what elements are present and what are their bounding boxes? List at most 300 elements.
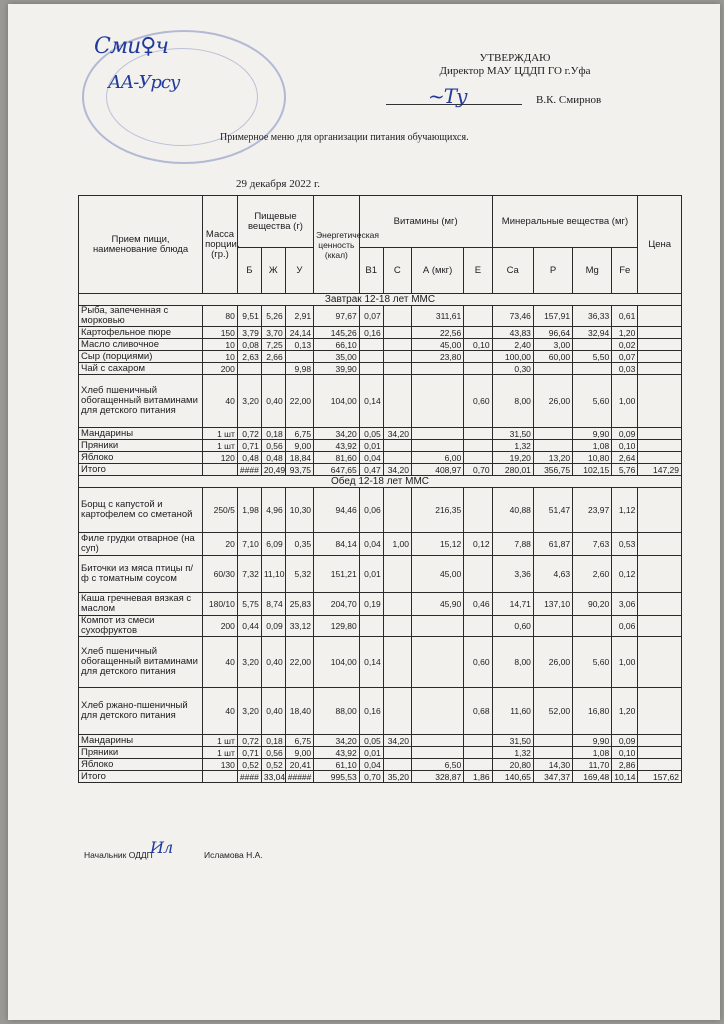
table-row: [79, 593, 682, 616]
cell-p: 51,47: [533, 488, 572, 533]
cell-mass: 180/10: [203, 593, 238, 616]
table-row: [79, 637, 682, 688]
cell-mass: 150: [203, 327, 238, 339]
cell-mg: 5,60: [573, 375, 612, 428]
cell-u: 9,00: [285, 747, 313, 759]
cell-energy: 145,26: [314, 327, 360, 339]
cell-mg: 5,60: [573, 637, 612, 688]
approval-word: УТВЕРЖДАЮ: [479, 52, 551, 64]
cell-zh: 0,52: [261, 759, 285, 771]
cell-price: [638, 533, 682, 556]
cell-u: 24,14: [285, 327, 313, 339]
cell-ca: 40,88: [492, 488, 533, 533]
header-dish: Прием пищи, наименование блюда: [79, 196, 203, 294]
table-row: [79, 747, 682, 759]
cell-c: 1,00: [383, 533, 411, 556]
cell-name: Чай с сахаром: [79, 363, 203, 375]
section-header-row: [79, 294, 682, 306]
cell-b1: 0,16: [359, 327, 383, 339]
cell-ca: 20,80: [492, 759, 533, 771]
table-row: [79, 363, 682, 375]
cell-mg: 7,63: [573, 533, 612, 556]
cell-c: [383, 327, 411, 339]
cell-name: Мандарины: [79, 735, 203, 747]
cell-a: 45,90: [411, 593, 463, 616]
cell-energy: 66,10: [314, 339, 360, 351]
cell-energy: 104,00: [314, 637, 360, 688]
header-c: С: [383, 248, 411, 294]
director-signature: ~Ту: [428, 84, 467, 108]
cell-price: [638, 488, 682, 533]
cell-a: 328,87: [411, 771, 463, 783]
cell-fe: 0,12: [612, 556, 638, 593]
cell-p: [533, 616, 572, 637]
cell-mg: 23,97: [573, 488, 612, 533]
cell-price: [638, 428, 682, 440]
cell-u: #####: [285, 771, 313, 783]
cell-c: [383, 688, 411, 735]
table-row: [79, 616, 682, 637]
cell-price: [638, 452, 682, 464]
cell-b1: 0,04: [359, 759, 383, 771]
cell-name: Пряники: [79, 747, 203, 759]
cell-zh: 4,96: [261, 488, 285, 533]
cell-ca: 31,50: [492, 735, 533, 747]
cell-ca: 1,32: [492, 440, 533, 452]
cell-a: 15,12: [411, 533, 463, 556]
cell-fe: 2,86: [612, 759, 638, 771]
cell-name: Итого: [79, 771, 203, 783]
cell-a: 408,97: [411, 464, 463, 476]
cell-a: [411, 440, 463, 452]
cell-fe: 1,20: [612, 688, 638, 735]
cell-energy: 43,92: [314, 440, 360, 452]
approval-name: В.К. Смирнов: [536, 94, 602, 106]
cell-u: 22,00: [285, 637, 313, 688]
cell-price: [638, 339, 682, 351]
cell-b1: 0,14: [359, 375, 383, 428]
cell-price: [638, 351, 682, 363]
cell-ca: 11,60: [492, 688, 533, 735]
cell-price: 157,62: [638, 771, 682, 783]
cell-e: 0,46: [464, 593, 492, 616]
cell-price: [638, 747, 682, 759]
cell-c: [383, 747, 411, 759]
cell-mg: 1,08: [573, 747, 612, 759]
cell-b: 0,44: [237, 616, 261, 637]
cell-b1: 0,70: [359, 771, 383, 783]
cell-energy: 88,00: [314, 688, 360, 735]
cell-mass: 1 шт: [203, 428, 238, 440]
cell-zh: 0,56: [261, 747, 285, 759]
cell-energy: 104,00: [314, 375, 360, 428]
header-zh: Ж: [261, 248, 285, 294]
cell-b: 0,71: [237, 747, 261, 759]
cell-e: 0,10: [464, 339, 492, 351]
section-title: Завтрак 12-18 лет ММС: [79, 294, 682, 306]
cell-energy: 129,80: [314, 616, 360, 637]
cell-zh: 6,09: [261, 533, 285, 556]
header-mass: Масса порции, (гр.): [203, 196, 238, 294]
cell-energy: 97,67: [314, 306, 360, 327]
cell-p: 347,37: [533, 771, 572, 783]
cell-price: [638, 306, 682, 327]
cell-c: 34,20: [383, 428, 411, 440]
cell-e: 0,60: [464, 637, 492, 688]
cell-a: 311,61: [411, 306, 463, 327]
table-row: [79, 339, 682, 351]
cell-a: [411, 363, 463, 375]
cell-zh: 0,09: [261, 616, 285, 637]
cell-u: 9,00: [285, 440, 313, 452]
cell-e: 0,70: [464, 464, 492, 476]
cell-mg: [573, 616, 612, 637]
footer-name: Исламова Н.А.: [204, 850, 263, 860]
cell-mass: 200: [203, 616, 238, 637]
footer-signature: Ил: [150, 838, 173, 857]
cell-mass: 1 шт: [203, 735, 238, 747]
cell-ca: 14,71: [492, 593, 533, 616]
cell-b: 2,63: [237, 351, 261, 363]
cell-c: [383, 351, 411, 363]
cell-b1: [359, 616, 383, 637]
cell-a: 23,80: [411, 351, 463, 363]
cell-name: Пряники: [79, 440, 203, 452]
header-b: Б: [237, 248, 261, 294]
cell-fe: 0,03: [612, 363, 638, 375]
table-row: [79, 533, 682, 556]
cell-p: 137,10: [533, 593, 572, 616]
cell-mg: 36,33: [573, 306, 612, 327]
cell-b1: 0,05: [359, 428, 383, 440]
cell-b1: 0,01: [359, 747, 383, 759]
cell-zh: 0,18: [261, 735, 285, 747]
cell-energy: 39,90: [314, 363, 360, 375]
cell-name: Хлеб пшеничный обогащенный витаминами для детского питания: [79, 375, 203, 428]
document-title: Примерное меню для организации питания обучающихся.: [220, 132, 469, 143]
cell-c: [383, 375, 411, 428]
cell-b1: 0,47: [359, 464, 383, 476]
cell-u: 18,40: [285, 688, 313, 735]
cell-p: 96,64: [533, 327, 572, 339]
cell-p: [533, 747, 572, 759]
header-ca: Са: [492, 248, 533, 294]
cell-c: 35,20: [383, 771, 411, 783]
table-row: [79, 759, 682, 771]
header-p: Р: [533, 248, 572, 294]
cell-p: 14,30: [533, 759, 572, 771]
cell-p: 356,75: [533, 464, 572, 476]
table-row: [79, 440, 682, 452]
cell-name: Яблоко: [79, 452, 203, 464]
cell-fe: 1,00: [612, 375, 638, 428]
cell-ca: 8,00: [492, 375, 533, 428]
cell-price: 147,29: [638, 464, 682, 476]
header-nutrients: Пищевые вещества (г): [237, 196, 313, 248]
cell-ca: 280,01: [492, 464, 533, 476]
cell-b: 7,10: [237, 533, 261, 556]
cell-name: Яблоко: [79, 759, 203, 771]
cell-b1: 0,05: [359, 735, 383, 747]
cell-p: 3,00: [533, 339, 572, 351]
header-minerals: Минеральные вещества (мг): [492, 196, 638, 248]
cell-name: Итого: [79, 464, 203, 476]
cell-c: [383, 339, 411, 351]
cell-u: 10,30: [285, 488, 313, 533]
cell-b1: 0,01: [359, 440, 383, 452]
cell-b: 3,20: [237, 637, 261, 688]
cell-zh: 33,04: [261, 771, 285, 783]
cell-e: [464, 759, 492, 771]
menu-body: [79, 294, 682, 783]
cell-b1: [359, 363, 383, 375]
cell-e: [464, 428, 492, 440]
cell-c: [383, 556, 411, 593]
cell-c: [383, 759, 411, 771]
cell-fe: 10,14: [612, 771, 638, 783]
cell-c: [383, 637, 411, 688]
cell-ca: 73,46: [492, 306, 533, 327]
cell-p: 26,00: [533, 375, 572, 428]
cell-u: 9,98: [285, 363, 313, 375]
cell-price: [638, 616, 682, 637]
cell-mg: 169,48: [573, 771, 612, 783]
cell-ca: 3,36: [492, 556, 533, 593]
cell-e: [464, 306, 492, 327]
cell-mass: [203, 771, 238, 783]
cell-mass: 80: [203, 306, 238, 327]
cell-price: [638, 759, 682, 771]
header-fe: Fe: [612, 248, 638, 294]
cell-c: [383, 488, 411, 533]
cell-c: 34,20: [383, 464, 411, 476]
header-e: Е: [464, 248, 492, 294]
cell-a: [411, 428, 463, 440]
cell-price: [638, 375, 682, 428]
header-vitamins: Витамины (мг): [359, 196, 492, 248]
cell-u: 33,12: [285, 616, 313, 637]
cell-b1: 0,04: [359, 452, 383, 464]
cell-price: [638, 440, 682, 452]
table-row: [79, 327, 682, 339]
cell-a: [411, 616, 463, 637]
table-row: [79, 488, 682, 533]
cell-c: [383, 363, 411, 375]
cell-zh: 8,74: [261, 593, 285, 616]
cell-a: [411, 637, 463, 688]
table-row: [79, 556, 682, 593]
cell-mass: 120: [203, 452, 238, 464]
cell-b1: 0,16: [359, 688, 383, 735]
cell-fe: 1,20: [612, 327, 638, 339]
cell-e: 0,60: [464, 375, 492, 428]
cell-name: Компот из смеси сухофруктов: [79, 616, 203, 637]
cell-b: 3,20: [237, 375, 261, 428]
cell-zh: [261, 363, 285, 375]
cell-mass: [203, 464, 238, 476]
cell-b: 9,51: [237, 306, 261, 327]
cell-b: 0,72: [237, 735, 261, 747]
cell-e: [464, 440, 492, 452]
cell-mass: 10: [203, 351, 238, 363]
cell-price: [638, 327, 682, 339]
cell-b: ####: [237, 464, 261, 476]
cell-zh: 0,40: [261, 688, 285, 735]
cell-b: 0,72: [237, 428, 261, 440]
cell-energy: 94,46: [314, 488, 360, 533]
cell-b: ####: [237, 771, 261, 783]
header-mg: Mg: [573, 248, 612, 294]
cell-ca: 2,40: [492, 339, 533, 351]
cell-p: 13,20: [533, 452, 572, 464]
cell-a: [411, 735, 463, 747]
header-b1: В1: [359, 248, 383, 294]
cell-mass: 40: [203, 637, 238, 688]
cell-e: [464, 488, 492, 533]
cell-zh: 11,10: [261, 556, 285, 593]
cell-a: 216,35: [411, 488, 463, 533]
cell-mg: 90,20: [573, 593, 612, 616]
cell-name: Биточки из мяса птицы п/ф с томатным соусом: [79, 556, 203, 593]
cell-ca: 19,20: [492, 452, 533, 464]
table-row: [79, 351, 682, 363]
cell-b: 0,48: [237, 452, 261, 464]
document-date: 29 декабря 2022 г.: [236, 178, 320, 190]
cell-u: 22,00: [285, 375, 313, 428]
cell-ca: 43,83: [492, 327, 533, 339]
signature-line: [386, 104, 522, 105]
cell-e: [464, 735, 492, 747]
cell-fe: 0,09: [612, 735, 638, 747]
cell-p: [533, 735, 572, 747]
cell-energy: 34,20: [314, 428, 360, 440]
header-energy: Энергетическая ценность (ккал): [314, 196, 360, 294]
cell-u: 0,35: [285, 533, 313, 556]
cell-mg: [573, 363, 612, 375]
cell-mg: 102,15: [573, 464, 612, 476]
cell-p: 52,00: [533, 688, 572, 735]
cell-energy: 34,20: [314, 735, 360, 747]
table-row: [79, 735, 682, 747]
cell-u: 6,75: [285, 428, 313, 440]
cell-e: [464, 616, 492, 637]
cell-fe: 3,06: [612, 593, 638, 616]
table-row: [79, 688, 682, 735]
cell-u: 25,83: [285, 593, 313, 616]
cell-ca: 7,88: [492, 533, 533, 556]
cell-b: [237, 363, 261, 375]
cell-u: [285, 351, 313, 363]
cell-mass: 200: [203, 363, 238, 375]
table-row: [79, 428, 682, 440]
cell-a: 45,00: [411, 556, 463, 593]
handwritten-signature: АА-Урсу: [108, 72, 180, 93]
cell-b: 7,32: [237, 556, 261, 593]
cell-mass: 40: [203, 688, 238, 735]
cell-mg: 11,70: [573, 759, 612, 771]
cell-name: Хлеб ржано-пшеничный для детского питания: [79, 688, 203, 735]
cell-zh: 5,26: [261, 306, 285, 327]
cell-zh: 0,48: [261, 452, 285, 464]
cell-c: [383, 306, 411, 327]
cell-u: 93,75: [285, 464, 313, 476]
cell-a: 6,50: [411, 759, 463, 771]
cell-mass: 1 шт: [203, 440, 238, 452]
cell-b: 5,75: [237, 593, 261, 616]
cell-fe: 1,12: [612, 488, 638, 533]
cell-zh: 20,49: [261, 464, 285, 476]
cell-name: Каша гречневая вязкая с маслом: [79, 593, 203, 616]
section-title: Обед 12-18 лет ММС: [79, 476, 682, 488]
cell-e: 0,12: [464, 533, 492, 556]
approval-position: Директор МАУ ЦДДП ГО г.Уфа: [439, 65, 591, 77]
cell-e: [464, 363, 492, 375]
cell-b: 3,20: [237, 688, 261, 735]
cell-name: Филе грудки отварное (на суп): [79, 533, 203, 556]
cell-fe: 0,10: [612, 440, 638, 452]
cell-price: [638, 735, 682, 747]
cell-name: Мандарины: [79, 428, 203, 440]
cell-name: Сыр (порциями): [79, 351, 203, 363]
cell-a: 22,56: [411, 327, 463, 339]
cell-b1: [359, 351, 383, 363]
table-row: [79, 375, 682, 428]
cell-p: 61,87: [533, 533, 572, 556]
cell-a: 6,00: [411, 452, 463, 464]
section-header-row: [79, 476, 682, 488]
cell-p: [533, 363, 572, 375]
cell-u: 18,84: [285, 452, 313, 464]
cell-price: [638, 363, 682, 375]
cell-mass: 1 шт: [203, 747, 238, 759]
cell-b1: 0,01: [359, 556, 383, 593]
cell-fe: 0,10: [612, 747, 638, 759]
cell-mg: 1,08: [573, 440, 612, 452]
cell-fe: 0,09: [612, 428, 638, 440]
cell-energy: 61,10: [314, 759, 360, 771]
header-u: У: [285, 248, 313, 294]
cell-b1: [359, 339, 383, 351]
header-price: Цена: [638, 196, 682, 294]
cell-energy: 995,53: [314, 771, 360, 783]
cell-a: [411, 747, 463, 759]
cell-fe: 2,64: [612, 452, 638, 464]
cell-e: [464, 747, 492, 759]
cell-energy: 81,60: [314, 452, 360, 464]
cell-price: [638, 556, 682, 593]
cell-p: 157,91: [533, 306, 572, 327]
cell-c: [383, 593, 411, 616]
total-row: [79, 771, 682, 783]
cell-name: Борщ с капустой и картофелем со сметаной: [79, 488, 203, 533]
approval-block: [390, 52, 640, 78]
table-row: [79, 306, 682, 327]
cell-fe: 0,61: [612, 306, 638, 327]
cell-energy: 43,92: [314, 747, 360, 759]
cell-fe: 1,00: [612, 637, 638, 688]
cell-b: 0,52: [237, 759, 261, 771]
cell-mg: 5,50: [573, 351, 612, 363]
cell-fe: 0,02: [612, 339, 638, 351]
cell-fe: 5,76: [612, 464, 638, 476]
cell-mass: 10: [203, 339, 238, 351]
cell-price: [638, 688, 682, 735]
cell-mg: 32,94: [573, 327, 612, 339]
cell-a: [411, 375, 463, 428]
cell-u: 20,41: [285, 759, 313, 771]
cell-e: [464, 452, 492, 464]
cell-name: Рыба, запеченная с морковью: [79, 306, 203, 327]
